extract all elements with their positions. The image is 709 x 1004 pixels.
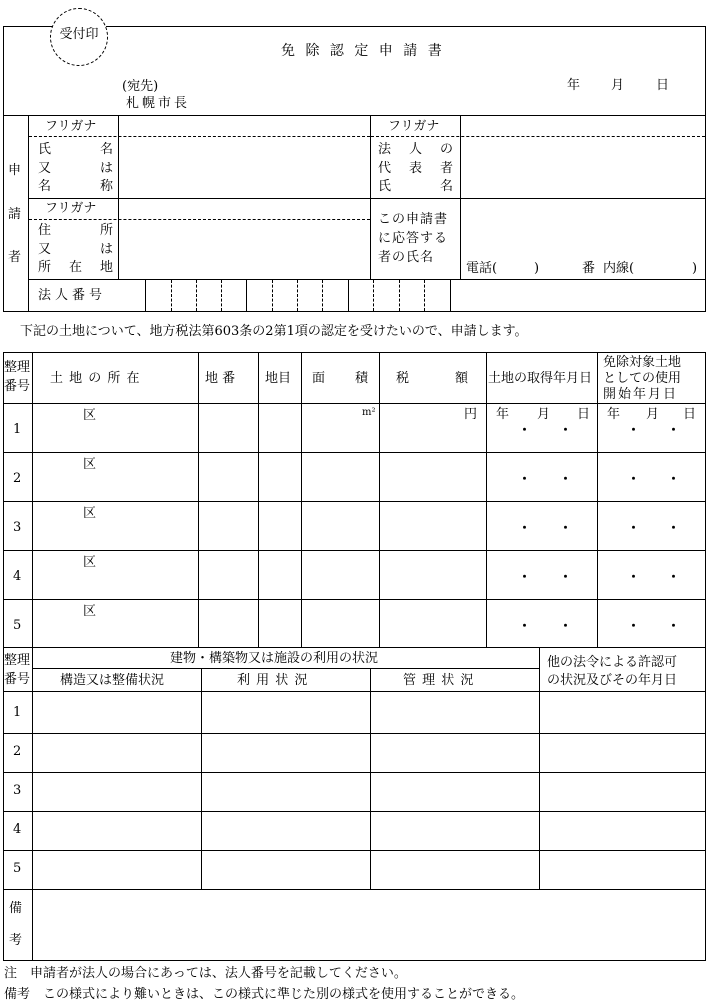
ward-label: 区 <box>83 555 97 570</box>
land-header-category: 地目 <box>265 371 292 386</box>
applicant-side-2: 請 <box>8 207 22 222</box>
addressee: 札幌市長 <box>126 96 191 111</box>
corp-number-field[interactable] <box>146 281 449 311</box>
furigana-label-rep: フリガナ <box>388 119 440 134</box>
declaration: 下記の土地について、地方税法第603条の2第1項の認定を受けたいので、申請します。 <box>20 324 528 339</box>
responder-label-3: 者の氏名 <box>378 250 435 265</box>
land-header-lot: 地 番 <box>205 371 236 386</box>
note-corp-number: 注 申請者が法人の場合にあっては、法人番号を記載してください。 <box>4 966 407 981</box>
use-row-number: 3 <box>13 783 22 798</box>
date-separator: ・ <box>667 619 681 634</box>
date-separator: ・ <box>627 570 641 585</box>
use-row-number: 4 <box>13 822 22 837</box>
use-header-usage: 利 用 状 況 <box>237 673 309 688</box>
name-field[interactable] <box>120 138 368 196</box>
acquired-year-label: 年 <box>496 407 510 422</box>
acquired-month-label: 月 <box>537 407 551 422</box>
furigana-label-address: フリガナ <box>45 201 97 216</box>
date-separator: ・ <box>627 521 641 536</box>
date-separator: ・ <box>667 423 681 438</box>
use-header-structure: 構造又は整備状況 <box>60 673 165 688</box>
note-remarks: 備考 この様式により難いときは、この様式に準じた別の様式を使用することができる。 <box>4 987 525 1002</box>
address-label-row-2: 又 は <box>38 242 113 257</box>
responder-label-1: この申請書 <box>378 212 449 227</box>
date-separator: ・ <box>518 570 532 585</box>
applicant-side-1: 申 <box>8 163 22 178</box>
responder-field[interactable] <box>462 200 704 256</box>
use-header-no-1: 整理 <box>4 653 31 668</box>
form-title: 免 除 認 定 申 請 書 <box>281 43 445 59</box>
rep-label-row-2: 代 表 者 <box>378 161 453 176</box>
remarks-field[interactable] <box>34 891 704 959</box>
use-header-no-2: 番号 <box>4 672 31 687</box>
name-label-row-1: 氏 名 <box>38 142 113 157</box>
rep-label-row-3: 氏 名 <box>378 179 453 194</box>
date-separator: ・ <box>518 423 532 438</box>
start-year-label: 年 <box>607 407 621 422</box>
use-row-number: 5 <box>13 861 22 876</box>
date-separator: ・ <box>667 472 681 487</box>
date-year: 年 <box>567 78 581 93</box>
land-header-acquired: 土地の取得年月日 <box>488 371 593 386</box>
tax-unit: 円 <box>464 407 478 422</box>
phone-prefix: 電話( <box>466 261 498 276</box>
land-header-no-1: 整理 <box>4 360 31 375</box>
rep-label-row-1: 法 人 の <box>378 142 453 157</box>
date-separator: ・ <box>559 521 573 536</box>
remarks-label-2: 考 <box>9 933 23 948</box>
land-header-start-1: 免除対象土地 <box>603 355 682 370</box>
land-header-area: 面 積 <box>312 371 368 386</box>
area-unit: m² <box>362 407 376 418</box>
land-row-number: 2 <box>13 471 22 486</box>
corp-number-label: 法人番号 <box>38 288 107 303</box>
land-row-number: 1 <box>13 422 22 437</box>
acquired-day-label: 日 <box>577 407 591 422</box>
reception-stamp <box>50 8 108 66</box>
use-header-permits-1: 他の法令による許認可 <box>547 655 678 670</box>
address-label-row-3: 所 在 地 <box>38 260 113 275</box>
responder-label-2: に応答する <box>378 231 449 246</box>
use-header-group: 建物・構築物又は施設の利用の状況 <box>170 651 379 666</box>
date-separator: ・ <box>559 619 573 634</box>
phone-ext-close: ) <box>692 261 698 276</box>
date-separator: ・ <box>559 570 573 585</box>
ward-label: 区 <box>83 408 97 423</box>
land-row-number: 3 <box>13 520 22 535</box>
use-row-number: 2 <box>13 744 22 759</box>
date-separator: ・ <box>518 472 532 487</box>
name-label-row-2: 又 は <box>38 161 113 176</box>
address-label-row-1: 住 所 <box>38 223 113 238</box>
land-header-location: 土 地 の 所 在 <box>50 371 141 386</box>
address-field[interactable] <box>120 221 368 277</box>
land-header-tax: 税 額 <box>396 371 468 386</box>
phone-ban: 番 <box>582 261 596 276</box>
furigana-label: フリガナ <box>45 119 97 134</box>
date-separator: ・ <box>667 570 681 585</box>
ward-label: 区 <box>83 604 97 619</box>
land-header-start-3: 開始年月日 <box>603 387 679 402</box>
land-row-number: 5 <box>13 618 22 633</box>
applicant-side-3: 者 <box>8 250 22 265</box>
addressee-prefix: (宛先) <box>122 79 159 94</box>
start-month-label: 月 <box>646 407 660 422</box>
date-separator: ・ <box>559 472 573 487</box>
header-box <box>3 26 706 116</box>
land-row-number: 4 <box>13 569 22 584</box>
date-separator: ・ <box>518 521 532 536</box>
stamp-label: 受付印 <box>59 27 99 42</box>
land-header-start-2: としての使用 <box>603 371 682 386</box>
date-separator: ・ <box>627 423 641 438</box>
use-header-permits-2: の状況及びその年月日 <box>547 673 678 688</box>
date-separator: ・ <box>667 521 681 536</box>
remarks-label-1: 備 <box>9 901 23 916</box>
start-day-label: 日 <box>683 407 697 422</box>
land-header-no-2: 番号 <box>4 379 31 394</box>
use-header-management: 管 理 状 況 <box>403 673 475 688</box>
ward-label: 区 <box>83 506 97 521</box>
land-table <box>3 352 706 648</box>
phone-ext-label: 内線( <box>603 261 635 276</box>
use-row-number: 1 <box>13 705 22 720</box>
ward-label: 区 <box>83 457 97 472</box>
representative-field[interactable] <box>462 138 704 196</box>
name-label-row-3: 名 称 <box>38 179 113 194</box>
date-day: 日 <box>656 78 670 93</box>
date-separator: ・ <box>627 472 641 487</box>
date-month: 月 <box>611 78 625 93</box>
date-separator: ・ <box>518 619 532 634</box>
date-separator: ・ <box>559 423 573 438</box>
phone-paren-close: ) <box>534 261 540 276</box>
date-separator: ・ <box>627 619 641 634</box>
